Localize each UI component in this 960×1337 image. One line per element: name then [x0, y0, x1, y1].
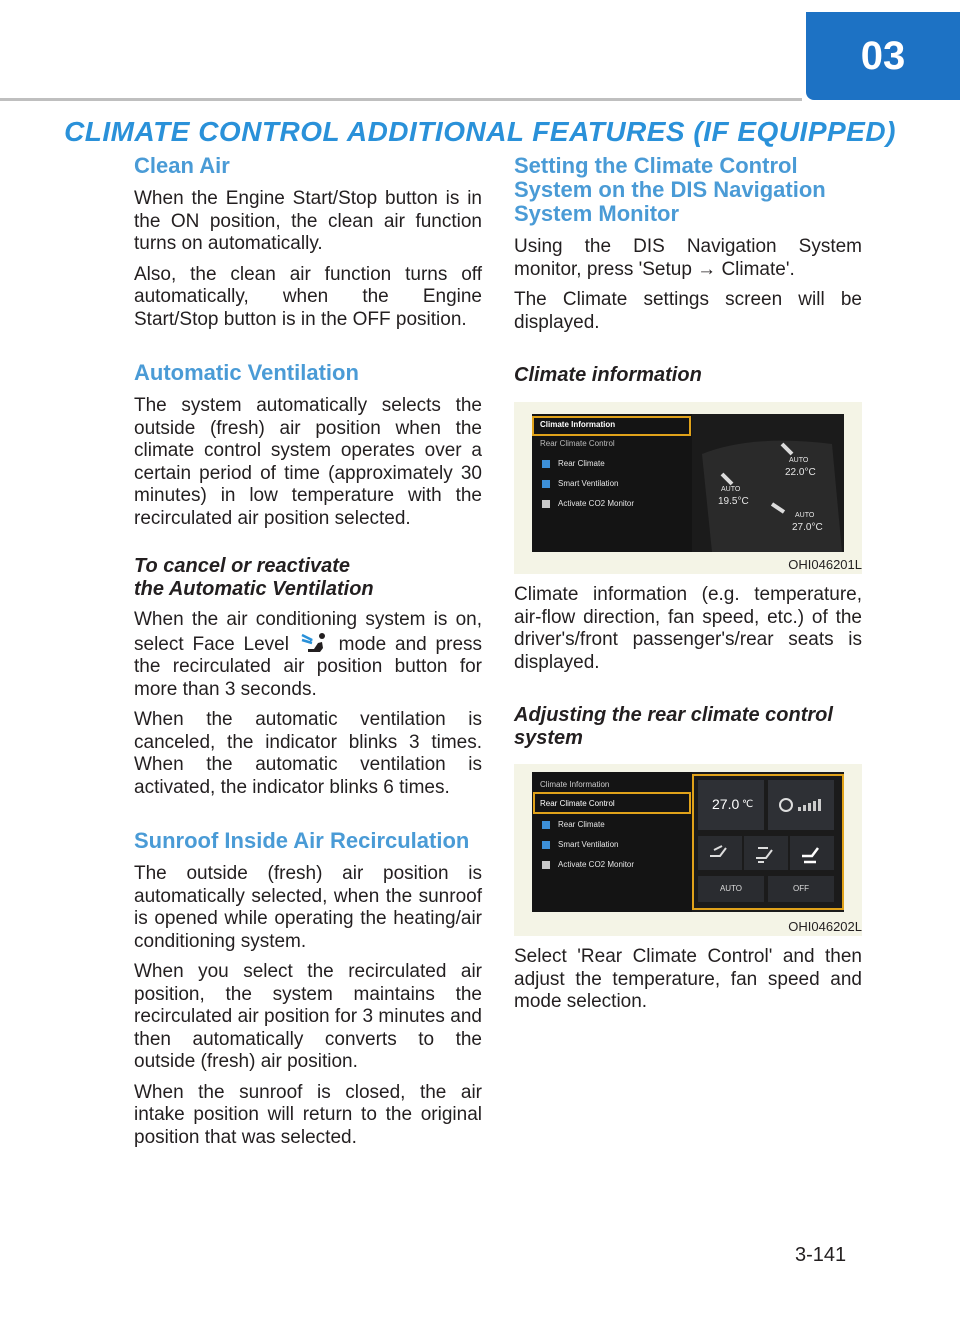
heading-setting-climate: Setting the Climate Control System on the DIS Navigation System Monitor [514, 153, 826, 226]
menu-item-rear-climate: Rear Climate [558, 820, 605, 829]
subheading-line-1: To cancel or reactivate [134, 555, 351, 577]
paragraph: When the sunroof is closed, the air intake position will return to the original position that was selected. [134, 1081, 482, 1148]
temperature-display[interactable] [698, 780, 764, 830]
face-level-icon [300, 632, 328, 654]
subheading-cancel-reactivate [134, 555, 482, 601]
climate-info-screen [532, 414, 844, 552]
menu-item-smart-ventilation: Smart Ventilation [558, 840, 619, 849]
paragraph-text-after: mode and press the recirculated air position button for more than 3 seconds. [134, 633, 483, 700]
figure-climate-information [514, 402, 862, 574]
menu-item-rear-climate-control: Rear Climate Control [540, 439, 615, 448]
page-number: 3-141 [795, 1244, 847, 1266]
mode-face-button[interactable] [698, 836, 742, 870]
menu-item-rear-climate: Rear Climate [558, 459, 605, 468]
paragraph: The system automatically selects the outside (fresh) air position when the climate control system operates over a certain period of time (approximately 30 minutes) in low temperature with the recirculated air position selected. [134, 395, 482, 529]
section-title: CLIMATE CONTROL ADDITIONAL FEATURES (IF EQUIPPED) [64, 116, 896, 147]
paragraph-face-level [134, 609, 482, 701]
left-column [134, 154, 482, 1149]
chapter-tab: 03 [806, 12, 960, 100]
checkbox-icon [542, 480, 550, 488]
temperature-unit: ℃ [742, 799, 754, 810]
temperature-value: 27.0 [712, 796, 740, 812]
airflow-bilevel-icon [744, 836, 788, 870]
figure-rear-climate-control [514, 764, 862, 936]
heading-clean-air: Clean Air [134, 153, 230, 178]
heading-sunroof-recirculation: Sunroof Inside Air Recirculation [134, 828, 470, 853]
checkbox-icon [542, 861, 550, 869]
auto-button[interactable]: AUTO [698, 876, 764, 902]
paragraph: When the automatic ventilation is canceled, the indicator blinks 3 times. When the automatic ventilation is activated, the indicator blinks 6 times. [134, 709, 482, 798]
zone-front-right-mode: AUTO [789, 457, 809, 464]
zone-rear-temp: 27.0°C [792, 522, 823, 533]
menu-item-climate-information: Climate Information [540, 780, 610, 789]
paragraph: Select 'Rear Climate Control' and then adjust the temperature, fan speed and mode selection. [514, 946, 862, 1012]
paragraph: The outside (fresh) air position is automatically selected, when the sunroof is opened while operating the heating/air conditioning system. [134, 863, 482, 952]
subheading-climate-information: Climate information [514, 364, 702, 386]
paragraph: The Climate settings screen will be displayed. [514, 289, 862, 333]
rear-climate-screen [532, 772, 844, 912]
zone-rear-mode: AUTO [795, 512, 815, 519]
zone-front-right-temp: 22.0°C [785, 467, 816, 478]
heading-automatic-ventilation: Automatic Ventilation [134, 360, 359, 385]
checkbox-icon [542, 841, 550, 849]
figure-code: OHI046201L [788, 557, 862, 572]
paragraph: When the Engine Start/Stop button is in the ON position, the clean air function turns on automatically. [134, 188, 482, 254]
mode-bilevel-button[interactable] [744, 836, 788, 870]
menu-item-co2-monitor: Activate CO2 Monitor [558, 499, 635, 508]
right-column [514, 154, 862, 1014]
mode-floor-button[interactable] [790, 836, 834, 870]
menu-item-climate-information: Climate Information [540, 420, 616, 429]
subheading-adjusting-rear: Adjusting the rear climate control system [514, 704, 833, 749]
checkbox-icon [542, 500, 550, 508]
menu-item-co2-monitor: Activate CO2 Monitor [558, 860, 635, 869]
figure-code: OHI046202L [788, 919, 862, 934]
paragraph: Using the DIS Navigation System monitor, press 'Setup → Climate'. [514, 236, 862, 280]
menu-item-smart-ventilation: Smart Ventilation [558, 479, 619, 488]
airflow-face-icon [698, 836, 742, 870]
fan-speed-icon [768, 780, 834, 830]
airflow-floor-icon [790, 836, 834, 870]
checkbox-icon [542, 460, 550, 468]
off-button[interactable]: OFF [768, 876, 834, 902]
zone-front-left-temp: 19.5°C [718, 496, 749, 507]
top-rule [0, 98, 802, 101]
paragraph: Also, the clean air function turns off automatically, when the Engine Start/Stop button is in the OFF position. [134, 263, 482, 330]
checkbox-icon [542, 821, 550, 829]
zone-front-left-mode: AUTO [721, 486, 741, 493]
fan-speed-control[interactable] [768, 780, 834, 830]
paragraph: When you select the recirculated air position, the system maintains the recirculated air position for 3 minutes and then automatically converts to the outside (fresh) air position. [134, 961, 482, 1072]
paragraph: Climate information (e.g. temperature, air-flow direction, fan speed, etc.) of the driver's/front passenger's/rear seats is displayed. [514, 584, 862, 673]
subheading-line-2: the Automatic Ventilation [134, 578, 374, 600]
paragraph-text-before: When the air conditioning system is on, select Face Level [134, 609, 482, 655]
menu-item-rear-climate-control: Rear Climate Control [540, 799, 615, 808]
